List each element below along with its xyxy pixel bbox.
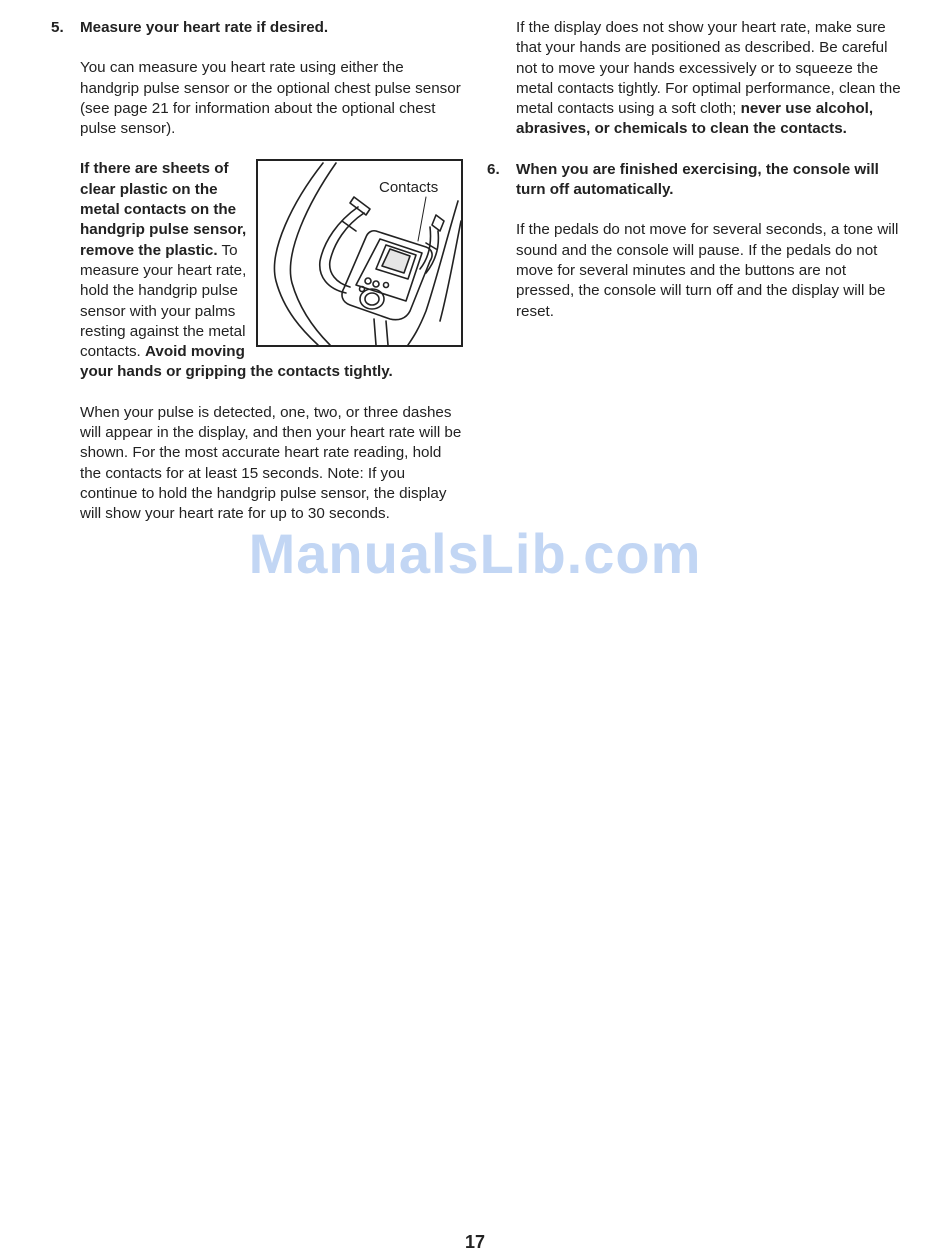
step-title: Measure your heart rate if desired. <box>80 19 329 36</box>
hold-instructions: To measure your heart rate, hold the handgrip pulse sensor with your palms resting against the metal contacts. <box>80 241 247 361</box>
step-5-paragraph-2-block <box>80 159 463 382</box>
right-column <box>487 18 901 322</box>
step-6-heading <box>487 160 901 201</box>
contacts-label: Contacts <box>379 179 439 197</box>
step-number: 6. <box>487 160 500 178</box>
troubleshooting-text: If the display does not show your heart rate, make sure that your hands are positioned as described. Be careful not to move your hands excessively or to squeeze the metal contacts tightly. For optimal performance, clean the metal contacts using a soft cloth; <box>516 19 901 118</box>
avoid-moving-warning: Avoid moving your hands or gripping the contacts tightly. <box>80 343 393 381</box>
step-number: 5. <box>51 19 64 36</box>
step-5-paragraph-1: You can measure you heart rate using either the handgrip pulse sensor or the optional chest pulse sensor (see page 21 for information about the optional chest pulse sensor). <box>80 59 461 138</box>
handgrip-contacts-figure <box>256 159 463 347</box>
step-5-paragraph-3: When your pulse is detected, one, two, or three dashes will appear in the display, and then your heart rate will be shown. For the most accurate heart rate reading, hold the contacts for at least 15 seconds. Note: If you continue to hold the handgrip pulse sensor, the display will show your heart rate for up to 30 seconds. <box>80 403 462 523</box>
step-title: When you are finished exercising, the console will turn off automatically. <box>516 160 879 199</box>
plastic-warning: If there are sheets of clear plastic on the metal contacts on the handgrip pulse sensor, remove the plastic. <box>80 160 247 259</box>
step-6-paragraph-1: If the pedals do not move for several seconds, a tone will sound and the console will pause. If the pedals do not move for several minutes and the buttons are not pressed, the console will turn off and the display will be reset. <box>516 221 899 320</box>
left-column <box>51 18 463 525</box>
display-troubleshooting-paragraph <box>516 18 901 140</box>
watermark: ManualsLib.com <box>248 522 702 585</box>
step-5-heading <box>51 18 463 38</box>
page-number: 17 <box>464 1232 486 1252</box>
cleaning-warning: never use alcohol, abrasives, or chemicals to clean the contacts. <box>516 100 874 138</box>
